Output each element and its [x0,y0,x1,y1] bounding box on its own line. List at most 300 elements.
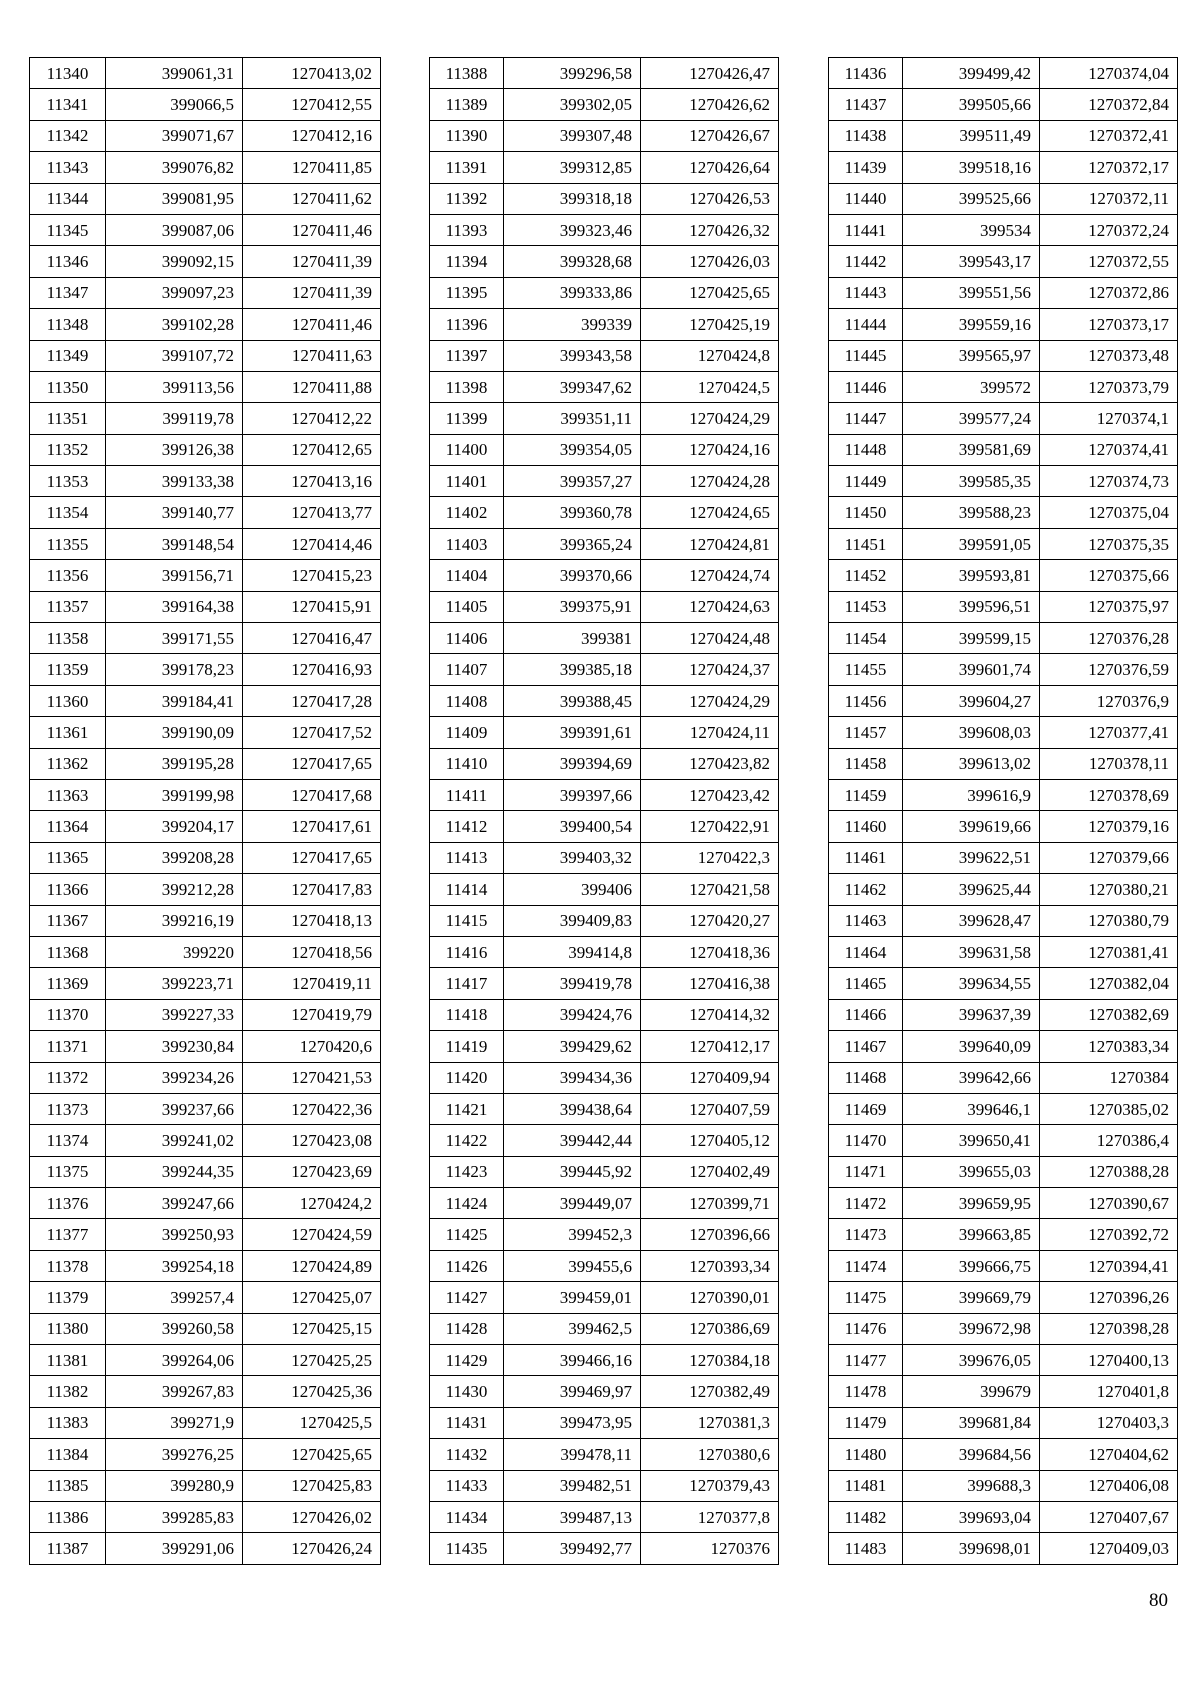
table-row [829,999,1178,1030]
table-row [430,214,779,245]
x-coordinate-cell: 399339 [504,309,641,340]
point-id-cell: 11340 [30,58,106,89]
y-coordinate-cell: 1270424,63 [641,591,779,622]
x-coordinate-cell: 399613,02 [903,748,1040,779]
x-coordinate-cell: 399543,17 [903,246,1040,277]
y-coordinate-cell: 1270413,16 [243,466,381,497]
y-coordinate-cell: 1270409,03 [1040,1533,1178,1564]
y-coordinate-cell: 1270413,77 [243,497,381,528]
point-id-cell: 11467 [829,1031,903,1062]
x-coordinate-cell: 399257,4 [106,1282,243,1313]
x-coordinate-cell: 399375,91 [504,591,641,622]
y-coordinate-cell: 1270413,02 [243,58,381,89]
table-row [30,89,381,120]
table-row [430,309,779,340]
table-row [30,654,381,685]
x-coordinate-cell: 399559,16 [903,309,1040,340]
y-coordinate-cell: 1270374,73 [1040,466,1178,497]
table-row [829,1250,1178,1281]
x-coordinate-cell: 399666,75 [903,1250,1040,1281]
point-id-cell: 11425 [430,1219,504,1250]
table-row [430,874,779,905]
x-coordinate-cell: 399669,79 [903,1282,1040,1313]
point-id-cell: 11423 [430,1156,504,1187]
table-row [430,1501,779,1532]
table-row [430,842,779,873]
point-id-cell: 11387 [30,1533,106,1564]
point-id-cell: 11386 [30,1501,106,1532]
y-coordinate-cell: 1270379,43 [641,1470,779,1501]
table-row [30,1407,381,1438]
x-coordinate-cell: 399679 [903,1376,1040,1407]
y-coordinate-cell: 1270424,74 [641,560,779,591]
x-coordinate-cell: 399593,81 [903,560,1040,591]
point-id-cell: 11354 [30,497,106,528]
table-row [829,58,1178,89]
point-id-cell: 11376 [30,1188,106,1219]
point-id-cell: 11463 [829,905,903,936]
point-id-cell: 11377 [30,1219,106,1250]
x-coordinate-cell: 399634,55 [903,968,1040,999]
table-row [30,905,381,936]
point-id-cell: 11349 [30,340,106,371]
y-coordinate-cell: 1270423,82 [641,748,779,779]
x-coordinate-cell: 399107,72 [106,340,243,371]
table-row [829,89,1178,120]
x-coordinate-cell: 399601,74 [903,654,1040,685]
x-coordinate-cell: 399429,62 [504,1031,641,1062]
table-row [430,528,779,559]
point-id-cell: 11352 [30,434,106,465]
x-coordinate-cell: 399365,24 [504,528,641,559]
y-coordinate-cell: 1270414,32 [641,999,779,1030]
y-coordinate-cell: 1270376,9 [1040,685,1178,716]
x-coordinate-cell: 399406 [504,874,641,905]
y-coordinate-cell: 1270374,1 [1040,403,1178,434]
x-coordinate-cell: 399442,44 [504,1125,641,1156]
point-id-cell: 11472 [829,1188,903,1219]
point-id-cell: 11374 [30,1125,106,1156]
table-row [30,1533,381,1564]
table-row [30,466,381,497]
y-coordinate-cell: 1270411,39 [243,277,381,308]
x-coordinate-cell: 399684,56 [903,1439,1040,1470]
table-row [829,497,1178,528]
y-coordinate-cell: 1270421,58 [641,874,779,905]
x-coordinate-cell: 399619,66 [903,811,1040,842]
x-coordinate-cell: 399271,9 [106,1407,243,1438]
y-coordinate-cell: 1270382,49 [641,1376,779,1407]
point-id-cell: 11380 [30,1313,106,1344]
table-row [829,1282,1178,1313]
x-coordinate-cell: 399469,97 [504,1376,641,1407]
x-coordinate-cell: 399370,66 [504,560,641,591]
point-id-cell: 11417 [430,968,504,999]
x-coordinate-cell: 399066,5 [106,89,243,120]
y-coordinate-cell: 1270412,17 [641,1031,779,1062]
point-id-cell: 11397 [430,340,504,371]
table-row [829,1407,1178,1438]
point-id-cell: 11418 [430,999,504,1030]
x-coordinate-cell: 399385,18 [504,654,641,685]
x-coordinate-cell: 399438,64 [504,1093,641,1124]
y-coordinate-cell: 1270418,13 [243,905,381,936]
point-id-cell: 11379 [30,1282,106,1313]
x-coordinate-cell: 399360,78 [504,497,641,528]
table-row [30,1093,381,1124]
x-coordinate-cell: 399625,44 [903,874,1040,905]
x-coordinate-cell: 399499,42 [903,58,1040,89]
y-coordinate-cell: 1270399,71 [641,1188,779,1219]
point-id-cell: 11442 [829,246,903,277]
x-coordinate-cell: 399351,11 [504,403,641,434]
point-id-cell: 11428 [430,1313,504,1344]
x-coordinate-cell: 399608,03 [903,717,1040,748]
table-row [430,1376,779,1407]
y-coordinate-cell: 1270411,39 [243,246,381,277]
x-coordinate-cell: 399280,9 [106,1470,243,1501]
table-row [829,434,1178,465]
y-coordinate-cell: 1270424,65 [641,497,779,528]
table-row [430,560,779,591]
x-coordinate-cell: 399688,3 [903,1470,1040,1501]
y-coordinate-cell: 1270426,03 [641,246,779,277]
point-id-cell: 11448 [829,434,903,465]
table-row [829,309,1178,340]
y-coordinate-cell: 1270409,94 [641,1062,779,1093]
y-coordinate-cell: 1270379,66 [1040,842,1178,873]
point-id-cell: 11438 [829,120,903,151]
x-coordinate-cell: 399693,04 [903,1501,1040,1532]
y-coordinate-cell: 1270406,08 [1040,1470,1178,1501]
table-row [829,1062,1178,1093]
x-coordinate-cell: 399459,01 [504,1282,641,1313]
table-row [829,1313,1178,1344]
y-coordinate-cell: 1270425,19 [641,309,779,340]
table-row [30,120,381,151]
point-id-cell: 11347 [30,277,106,308]
table-row [30,1376,381,1407]
table-row [829,654,1178,685]
table-row [430,1282,779,1313]
table-row [829,340,1178,371]
y-coordinate-cell: 1270417,61 [243,811,381,842]
y-coordinate-cell: 1270422,3 [641,842,779,873]
point-id-cell: 11481 [829,1470,903,1501]
point-id-cell: 11477 [829,1345,903,1376]
point-id-cell: 11416 [430,936,504,967]
y-coordinate-cell: 1270402,49 [641,1156,779,1187]
table-row [430,1407,779,1438]
y-coordinate-cell: 1270415,23 [243,560,381,591]
x-coordinate-cell: 399357,27 [504,466,641,497]
table-row [430,623,779,654]
x-coordinate-cell: 399276,25 [106,1439,243,1470]
x-coordinate-cell: 399190,09 [106,717,243,748]
x-coordinate-cell: 399247,66 [106,1188,243,1219]
y-coordinate-cell: 1270388,28 [1040,1156,1178,1187]
table-row [829,277,1178,308]
x-coordinate-cell: 399267,83 [106,1376,243,1407]
x-coordinate-cell: 399302,05 [504,89,641,120]
x-coordinate-cell: 399164,38 [106,591,243,622]
x-coordinate-cell: 399307,48 [504,120,641,151]
table-row [829,717,1178,748]
point-id-cell: 11439 [829,152,903,183]
y-coordinate-cell: 1270407,59 [641,1093,779,1124]
y-coordinate-cell: 1270424,89 [243,1250,381,1281]
point-id-cell: 11407 [430,654,504,685]
point-id-cell: 11404 [430,560,504,591]
point-id-cell: 11424 [430,1188,504,1219]
x-coordinate-cell: 399505,66 [903,89,1040,120]
point-id-cell: 11469 [829,1093,903,1124]
table-row [430,277,779,308]
y-coordinate-cell: 1270381,41 [1040,936,1178,967]
point-id-cell: 11389 [430,89,504,120]
y-coordinate-cell: 1270396,66 [641,1219,779,1250]
x-coordinate-cell: 399388,45 [504,685,641,716]
table-row [30,1345,381,1376]
y-coordinate-cell: 1270423,69 [243,1156,381,1187]
x-coordinate-cell: 399478,11 [504,1439,641,1470]
y-coordinate-cell: 1270382,04 [1040,968,1178,999]
y-coordinate-cell: 1270372,17 [1040,152,1178,183]
table-row [829,1470,1178,1501]
x-coordinate-cell: 399585,35 [903,466,1040,497]
point-id-cell: 11474 [829,1250,903,1281]
point-id-cell: 11476 [829,1313,903,1344]
y-coordinate-cell: 1270400,13 [1040,1345,1178,1376]
table-row [430,58,779,89]
table-row [30,623,381,654]
table-row [829,1501,1178,1532]
table-row [30,874,381,905]
table-row [829,1031,1178,1062]
y-coordinate-cell: 1270380,6 [641,1439,779,1470]
y-coordinate-cell: 1270403,3 [1040,1407,1178,1438]
x-coordinate-cell: 399212,28 [106,874,243,905]
y-coordinate-cell: 1270375,35 [1040,528,1178,559]
table-row [30,1250,381,1281]
point-id-cell: 11411 [430,779,504,810]
x-coordinate-cell: 399264,06 [106,1345,243,1376]
point-id-cell: 11357 [30,591,106,622]
x-coordinate-cell: 399254,18 [106,1250,243,1281]
y-coordinate-cell: 1270426,47 [641,58,779,89]
table-row [430,434,779,465]
point-id-cell: 11396 [430,309,504,340]
y-coordinate-cell: 1270417,52 [243,717,381,748]
table-row [430,936,779,967]
table-body [829,58,1178,1565]
y-coordinate-cell: 1270426,64 [641,152,779,183]
table-row [430,717,779,748]
x-coordinate-cell: 399216,19 [106,905,243,936]
y-coordinate-cell: 1270373,17 [1040,309,1178,340]
table-row [30,309,381,340]
y-coordinate-cell: 1270381,3 [641,1407,779,1438]
x-coordinate-cell: 399616,9 [903,779,1040,810]
x-coordinate-cell: 399178,23 [106,654,243,685]
y-coordinate-cell: 1270416,47 [243,623,381,654]
y-coordinate-cell: 1270424,5 [641,371,779,402]
y-coordinate-cell: 1270412,55 [243,89,381,120]
table-row [829,214,1178,245]
x-coordinate-cell: 399208,28 [106,842,243,873]
point-id-cell: 11368 [30,936,106,967]
table-row [30,936,381,967]
point-id-cell: 11478 [829,1376,903,1407]
table-row [829,152,1178,183]
y-coordinate-cell: 1270416,93 [243,654,381,685]
point-id-cell: 11383 [30,1407,106,1438]
point-id-cell: 11458 [829,748,903,779]
x-coordinate-cell: 399195,28 [106,748,243,779]
y-coordinate-cell: 1270375,97 [1040,591,1178,622]
table-row [430,811,779,842]
table-row [30,1031,381,1062]
y-coordinate-cell: 1270412,22 [243,403,381,434]
x-coordinate-cell: 399184,41 [106,685,243,716]
x-coordinate-cell: 399204,17 [106,811,243,842]
table-row [30,1125,381,1156]
point-id-cell: 11403 [430,528,504,559]
table-row [430,340,779,371]
y-coordinate-cell: 1270425,5 [243,1407,381,1438]
x-coordinate-cell: 399409,83 [504,905,641,936]
table-row [430,1031,779,1062]
y-coordinate-cell: 1270384,18 [641,1345,779,1376]
y-coordinate-cell: 1270373,48 [1040,340,1178,371]
x-coordinate-cell: 399572 [903,371,1040,402]
point-id-cell: 11471 [829,1156,903,1187]
table-row [829,685,1178,716]
point-id-cell: 11410 [430,748,504,779]
point-id-cell: 11464 [829,936,903,967]
table-row [30,779,381,810]
point-id-cell: 11409 [430,717,504,748]
point-id-cell: 11462 [829,874,903,905]
point-id-cell: 11392 [430,183,504,214]
point-id-cell: 11348 [30,309,106,340]
table-row [430,371,779,402]
x-coordinate-cell: 399237,66 [106,1093,243,1124]
point-id-cell: 11358 [30,623,106,654]
y-coordinate-cell: 1270425,36 [243,1376,381,1407]
point-id-cell: 11367 [30,905,106,936]
x-coordinate-cell: 399381 [504,623,641,654]
point-id-cell: 11372 [30,1062,106,1093]
x-coordinate-cell: 399631,58 [903,936,1040,967]
point-id-cell: 11359 [30,654,106,685]
y-coordinate-cell: 1270372,55 [1040,246,1178,277]
table-row [430,497,779,528]
x-coordinate-cell: 399534 [903,214,1040,245]
table-row [30,371,381,402]
table-row [829,874,1178,905]
point-id-cell: 11360 [30,685,106,716]
y-coordinate-cell: 1270425,65 [641,277,779,308]
x-coordinate-cell: 399400,54 [504,811,641,842]
y-coordinate-cell: 1270378,11 [1040,748,1178,779]
point-id-cell: 11345 [30,214,106,245]
y-coordinate-cell: 1270415,91 [243,591,381,622]
y-coordinate-cell: 1270383,34 [1040,1031,1178,1062]
x-coordinate-cell: 399577,24 [903,403,1040,434]
x-coordinate-cell: 399391,61 [504,717,641,748]
point-id-cell: 11446 [829,371,903,402]
x-coordinate-cell: 399403,32 [504,842,641,873]
point-id-cell: 11454 [829,623,903,654]
table-row [430,1156,779,1187]
y-coordinate-cell: 1270420,6 [243,1031,381,1062]
y-coordinate-cell: 1270417,68 [243,779,381,810]
point-id-cell: 11364 [30,811,106,842]
y-coordinate-cell: 1270386,4 [1040,1125,1178,1156]
table-row [829,623,1178,654]
table-row [30,183,381,214]
x-coordinate-cell: 399076,82 [106,152,243,183]
point-id-cell: 11378 [30,1250,106,1281]
x-coordinate-cell: 399156,71 [106,560,243,591]
point-id-cell: 11402 [430,497,504,528]
y-coordinate-cell: 1270378,69 [1040,779,1178,810]
table-row [430,685,779,716]
x-coordinate-cell: 399525,66 [903,183,1040,214]
x-coordinate-cell: 399113,56 [106,371,243,402]
y-coordinate-cell: 1270416,38 [641,968,779,999]
point-id-cell: 11366 [30,874,106,905]
y-coordinate-cell: 1270423,08 [243,1125,381,1156]
point-id-cell: 11390 [430,120,504,151]
y-coordinate-cell: 1270424,48 [641,623,779,654]
x-coordinate-cell: 399473,95 [504,1407,641,1438]
table-row [30,1282,381,1313]
y-coordinate-cell: 1270423,42 [641,779,779,810]
point-id-cell: 11420 [430,1062,504,1093]
table-row [30,1219,381,1250]
point-id-cell: 11419 [430,1031,504,1062]
x-coordinate-cell: 399087,06 [106,214,243,245]
table-row [30,1313,381,1344]
table-row [829,1533,1178,1564]
point-id-cell: 11393 [430,214,504,245]
table-row [430,1345,779,1376]
table-row [430,183,779,214]
y-coordinate-cell: 1270426,53 [641,183,779,214]
x-coordinate-cell: 399343,58 [504,340,641,371]
x-coordinate-cell: 399081,95 [106,183,243,214]
y-coordinate-cell: 1270424,37 [641,654,779,685]
point-id-cell: 11453 [829,591,903,622]
y-coordinate-cell: 1270372,41 [1040,120,1178,151]
table-row [30,1439,381,1470]
point-id-cell: 11450 [829,497,903,528]
y-coordinate-cell: 1270417,28 [243,685,381,716]
x-coordinate-cell: 399199,98 [106,779,243,810]
x-coordinate-cell: 399148,54 [106,528,243,559]
table-row [430,1093,779,1124]
point-id-cell: 11351 [30,403,106,434]
point-id-cell: 11381 [30,1345,106,1376]
point-id-cell: 11470 [829,1125,903,1156]
point-id-cell: 11422 [430,1125,504,1156]
point-id-cell: 11427 [430,1282,504,1313]
point-id-cell: 11452 [829,560,903,591]
point-id-cell: 11456 [829,685,903,716]
table-row [829,1093,1178,1124]
